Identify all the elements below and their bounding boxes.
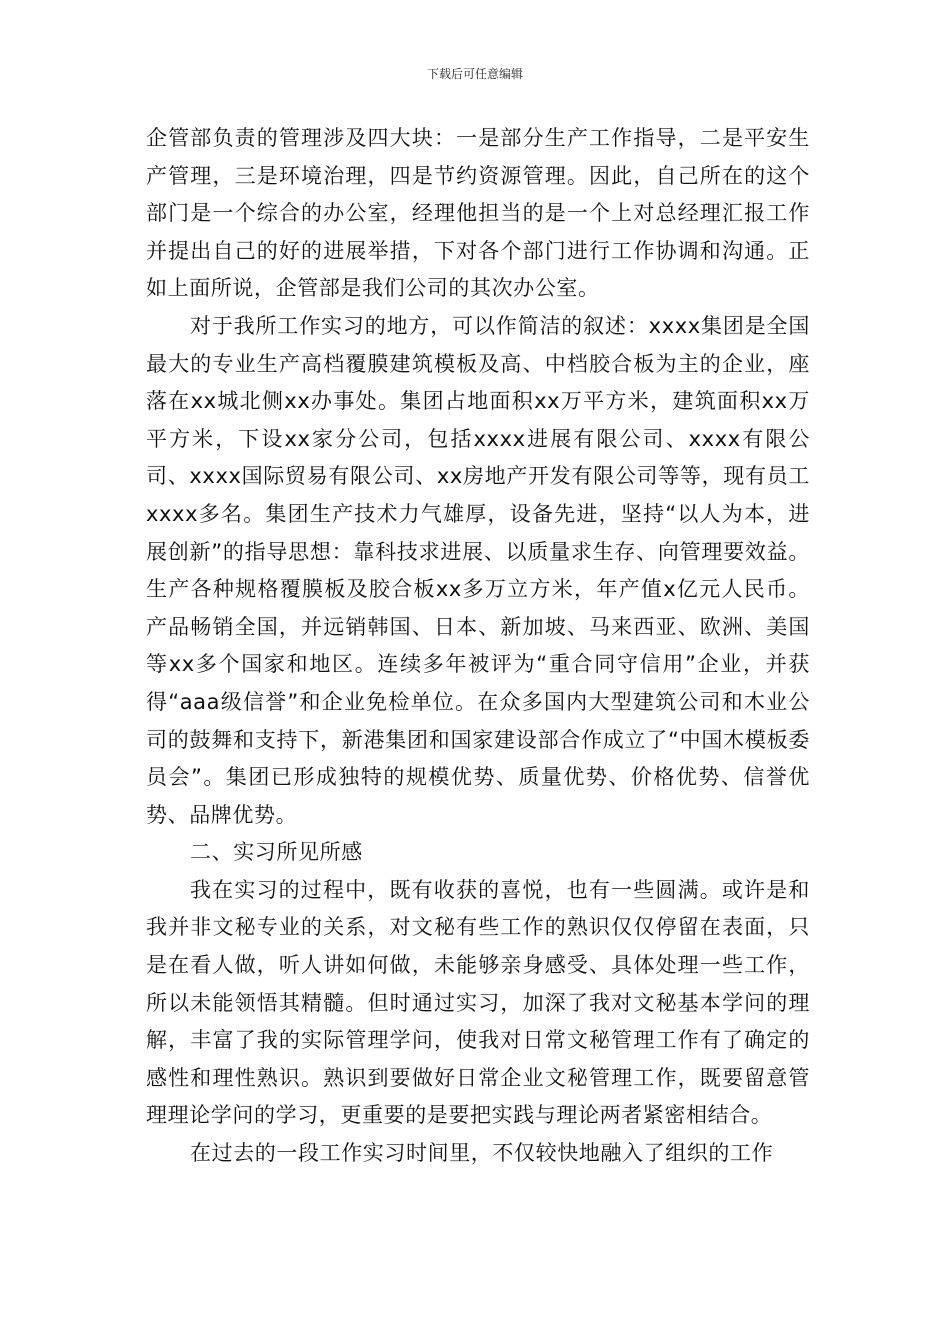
paragraph-continuation: 在过去的一段工作实习时间里，不仅较快地融入了组织的工作 [190, 1141, 774, 1166]
page-header: 下载后可任意编辑 [426, 67, 523, 81]
document-body [146, 120, 810, 1173]
paragraph-internship-reflection: 我在实习的过程中，既有收获的喜悦，也有一些圆满。或许是和我并非文秘专业的关系，对文秘有些工作的熟识仅仅停留在表面，只是在看人做，听人讲如何做，未能够亲身感受、具体处理一些工作，所以未能领悟其精髓。但时通过实习，加深了我对文秘基本学问的理解，丰富了我的实际管理学问，使我对日常文秘管理工作有了确定的感性和理性熟识。熟识到要做好日常企业文秘管理工作，既要留意管理理论学问的学习，更重要的是要把实践与理论两者紧密相结合。 [146, 877, 810, 1128]
paragraph-management-scope: 企管部负责的管理涉及四大块：一是部分生产工作指导，二是平安生产管理，三是环境治理，四是节约资源管理。因此，自己所在的这个部门是一个综合的办公室，经理他担当的是一个上对总经理汇报工作并提出自己的好的进展举措，下对各个部门进行工作协调和沟通。正如上面所说，企管部是我们公司的其次办公室。 [146, 126, 810, 301]
section-heading-impressions: 二、实习所见所感 [190, 840, 363, 865]
paragraph-company-intro: 对于我所工作实习的地方，可以作简洁的叙述：xxxx集团是全国最大的专业生产高档覆膜建筑模板及高、中档胶合板为主的企业，座落在xx城北侧xx办事处。集团占地面积xx万平方米，建筑面积xx万平方米，下设xx家分公司，包括xxxx进展有限公司、xxxx有限公司、xxxx国际贸易有限公司、xx房地产开发有限公司等等，现有员工xxxx多名。集团生产技术力气雄厚，设备先进，坚持“以人为本，进展创新”的指导思想：靠科技求进展、以质量求生存、向管理要效益。生产各种规格覆膜板及胶合板xx多万立方米，年产值x亿元人民币。产品畅销全国，并远销韩国、日本、新加坡、马来西亚、欧洲、美国等xx多个国家和地区。连续多年被评为“重合同守信用”企业，并获得“aaa级信誉”和企业免检单位。在众多国内大型建筑公司和木业公司的鼓舞和支持下，新港集团和国家建设部合作成立了“中国木模板委员会”。集团已形成独特的规模优势、质量优势、价格优势、信誉优势、品牌优势。 [146, 313, 810, 827]
